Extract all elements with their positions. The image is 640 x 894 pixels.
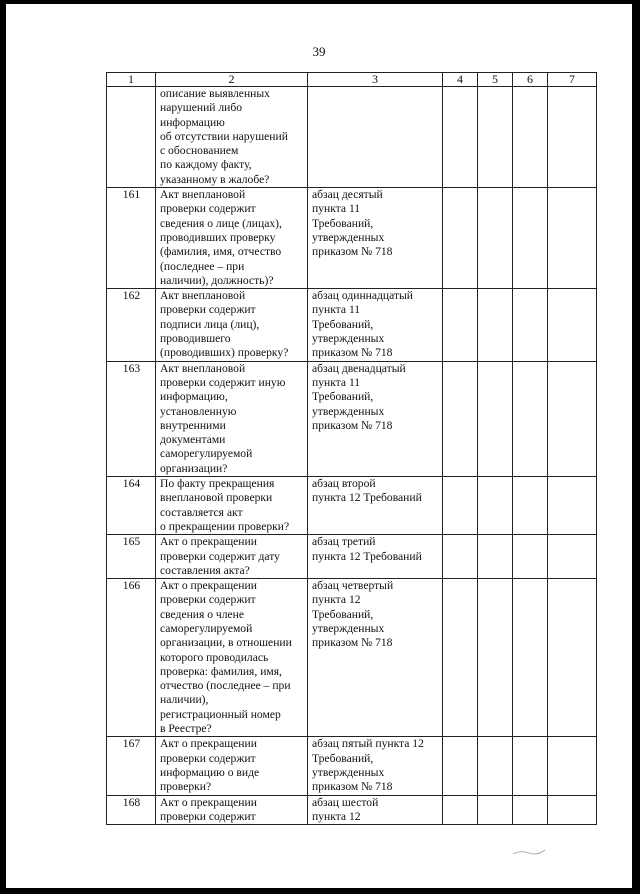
answer-cell bbox=[513, 535, 548, 579]
row-number: 165 bbox=[107, 535, 156, 579]
answer-cell bbox=[548, 188, 597, 289]
checklist-table bbox=[106, 72, 597, 825]
question-line: проверка: фамилия, имя, bbox=[160, 664, 282, 678]
question-line: описание выявленных bbox=[160, 87, 270, 100]
reference-line: пункта 12 Требований bbox=[312, 549, 422, 563]
table-row bbox=[107, 477, 597, 535]
answer-cell bbox=[478, 289, 513, 361]
question-line: внутренними bbox=[160, 418, 226, 432]
column-header: 7 bbox=[548, 73, 597, 87]
question-line: составляется акт bbox=[160, 505, 243, 519]
legal-reference bbox=[308, 188, 443, 289]
question-line: проверки содержит дату bbox=[160, 549, 280, 563]
question-line: Акт о прекращении bbox=[160, 535, 257, 549]
answer-cell bbox=[548, 535, 597, 579]
reference-line: приказом № 718 bbox=[312, 636, 393, 650]
question-line: наличии), bbox=[160, 693, 209, 707]
question-line: установленную bbox=[160, 404, 237, 418]
row-number: 163 bbox=[107, 361, 156, 476]
question-line: проводившего bbox=[160, 332, 231, 346]
question-line: проверки содержит bbox=[160, 303, 256, 317]
row-number bbox=[107, 87, 156, 188]
answer-cell bbox=[513, 477, 548, 535]
question-line: сведения о лице (лицах), bbox=[160, 216, 282, 230]
reference-line: абзац пятый пункта 12 bbox=[312, 737, 424, 751]
requirement-question bbox=[156, 535, 308, 579]
answer-cell bbox=[443, 188, 478, 289]
answer-cell bbox=[548, 289, 597, 361]
question-line: (последнее – при bbox=[160, 259, 245, 273]
reference-line: Требований, bbox=[312, 317, 374, 331]
question-line: (фамилия, имя, отчество bbox=[160, 245, 282, 259]
question-line: проверки содержит bbox=[160, 593, 256, 607]
question-line: Акт внеплановой bbox=[160, 188, 246, 202]
reference-line: Требований, bbox=[312, 216, 374, 230]
row-number: 161 bbox=[107, 188, 156, 289]
answer-cell bbox=[443, 579, 478, 737]
question-line: проверки? bbox=[160, 780, 212, 794]
question-line: организации? bbox=[160, 461, 228, 475]
question-line: отчество (последнее – при bbox=[160, 679, 291, 693]
reference-line: пункта 11 bbox=[312, 303, 361, 317]
requirement-question bbox=[156, 795, 308, 825]
table-row bbox=[107, 361, 597, 476]
reference-line: абзац одиннадцатый bbox=[312, 289, 414, 303]
column-header: 1 bbox=[107, 73, 156, 87]
answer-cell bbox=[478, 795, 513, 825]
question-line: Акт о прекращении bbox=[160, 579, 257, 593]
legal-reference bbox=[308, 795, 443, 825]
question-line: документами bbox=[160, 433, 226, 447]
answer-cell bbox=[513, 795, 548, 825]
reference-line: приказом № 718 bbox=[312, 245, 393, 259]
reference-line: пункта 11 bbox=[312, 375, 361, 389]
legal-reference bbox=[308, 289, 443, 361]
answer-cell bbox=[548, 579, 597, 737]
answer-cell bbox=[443, 289, 478, 361]
answer-cell bbox=[548, 87, 597, 188]
reference-line: абзац десятый bbox=[312, 188, 383, 202]
answer-cell bbox=[478, 579, 513, 737]
reference-line: абзац третий bbox=[312, 535, 376, 549]
reference-line: пункта 12 bbox=[312, 593, 361, 607]
reference-line: утвержденных bbox=[312, 765, 385, 779]
reference-line: приказом № 718 bbox=[312, 346, 393, 360]
question-line: по каждому факту, bbox=[160, 158, 252, 172]
requirement-question bbox=[156, 579, 308, 737]
reference-line: приказом № 718 bbox=[312, 780, 393, 794]
question-line: Акт о прекращении bbox=[160, 737, 257, 751]
table-row bbox=[107, 87, 597, 188]
answer-cell bbox=[478, 477, 513, 535]
answer-cell bbox=[443, 361, 478, 476]
question-line: нарушений либо bbox=[160, 101, 243, 115]
legal-reference bbox=[308, 737, 443, 795]
question-line: наличии), должность)? bbox=[160, 273, 274, 287]
answer-cell bbox=[443, 795, 478, 825]
answer-cell bbox=[513, 737, 548, 795]
header-row bbox=[107, 73, 597, 87]
question-line: Акт о прекращении bbox=[160, 795, 257, 809]
question-line: составления акта? bbox=[160, 563, 250, 577]
question-line: (проводивших) проверку? bbox=[160, 346, 289, 360]
legal-reference bbox=[308, 579, 443, 737]
reference-line: Требований, bbox=[312, 751, 374, 765]
question-line: подписи лица (лиц), bbox=[160, 317, 260, 331]
question-line: проверки содержит bbox=[160, 202, 256, 216]
answer-cell bbox=[513, 579, 548, 737]
question-line: информацию о виде bbox=[160, 765, 260, 779]
reference-line: утвержденных bbox=[312, 621, 385, 635]
reference-line: пункта 11 bbox=[312, 202, 361, 216]
question-line: проверки содержит bbox=[160, 751, 256, 765]
answer-cell bbox=[478, 361, 513, 476]
reference-line: пункта 12 Требований bbox=[312, 491, 422, 505]
table-row bbox=[107, 737, 597, 795]
column-header: 5 bbox=[478, 73, 513, 87]
legal-reference bbox=[308, 477, 443, 535]
answer-cell bbox=[478, 188, 513, 289]
question-line: саморегулируемой bbox=[160, 447, 253, 461]
question-line: проверки содержит bbox=[160, 809, 256, 823]
question-line: проводивших проверку bbox=[160, 230, 276, 244]
table-row bbox=[107, 535, 597, 579]
answer-cell bbox=[443, 535, 478, 579]
answer-cell bbox=[513, 289, 548, 361]
question-line: информацию bbox=[160, 115, 225, 129]
answer-cell bbox=[513, 87, 548, 188]
answer-cell bbox=[513, 361, 548, 476]
requirement-question bbox=[156, 87, 308, 188]
question-line: об отсутствии нарушений bbox=[160, 129, 288, 143]
reference-line: утвержденных bbox=[312, 404, 385, 418]
question-line: Акт внеплановой bbox=[160, 289, 246, 303]
question-line: организации, в отношении bbox=[160, 636, 292, 650]
answer-cell bbox=[478, 535, 513, 579]
table-row bbox=[107, 795, 597, 825]
row-number: 168 bbox=[107, 795, 156, 825]
legal-reference bbox=[308, 535, 443, 579]
requirement-question bbox=[156, 737, 308, 795]
reference-line: приказом № 718 bbox=[312, 418, 393, 432]
requirement-question bbox=[156, 188, 308, 289]
question-line: которого проводилась bbox=[160, 650, 269, 664]
reference-line: абзац второй bbox=[312, 477, 376, 491]
question-line: регистрационный номер bbox=[160, 707, 281, 721]
column-header: 3 bbox=[308, 73, 443, 87]
answer-cell bbox=[478, 87, 513, 188]
reference-line: абзац четвертый bbox=[312, 579, 394, 593]
question-line: сведения о члене bbox=[160, 607, 245, 621]
legal-reference bbox=[308, 361, 443, 476]
requirement-question bbox=[156, 477, 308, 535]
row-number: 167 bbox=[107, 737, 156, 795]
column-header: 4 bbox=[443, 73, 478, 87]
row-number: 162 bbox=[107, 289, 156, 361]
question-line: о прекращении проверки? bbox=[160, 519, 290, 533]
question-line: саморегулируемой bbox=[160, 621, 253, 635]
table-row bbox=[107, 289, 597, 361]
reference-line: Требований, bbox=[312, 390, 374, 404]
question-line: По факту прекращения bbox=[160, 477, 275, 491]
table-row bbox=[107, 188, 597, 289]
question-line: с обоснованием bbox=[160, 144, 239, 158]
document-page bbox=[6, 4, 632, 888]
answer-cell bbox=[548, 477, 597, 535]
reference-line: Требований, bbox=[312, 607, 374, 621]
answer-cell bbox=[443, 87, 478, 188]
answer-cell bbox=[443, 477, 478, 535]
requirement-question bbox=[156, 289, 308, 361]
legal-reference bbox=[308, 87, 443, 188]
question-line: проверки содержит иную bbox=[160, 375, 286, 389]
answer-cell bbox=[513, 188, 548, 289]
answer-cell bbox=[548, 737, 597, 795]
answer-cell bbox=[443, 737, 478, 795]
question-line: указанному в жалобе? bbox=[160, 172, 270, 186]
answer-cell bbox=[548, 361, 597, 476]
row-number: 166 bbox=[107, 579, 156, 737]
column-header: 6 bbox=[513, 73, 548, 87]
reference-line: пункта 12 bbox=[312, 809, 361, 823]
reference-line: утвержденных bbox=[312, 230, 385, 244]
reference-line: абзац шестой bbox=[312, 795, 379, 809]
question-line: Акт внеплановой bbox=[160, 361, 246, 375]
row-number: 164 bbox=[107, 477, 156, 535]
question-line: в Реестре? bbox=[160, 722, 212, 736]
pen-mark bbox=[511, 844, 551, 858]
answer-cell bbox=[548, 795, 597, 825]
column-header: 2 bbox=[156, 73, 308, 87]
table-row bbox=[107, 579, 597, 737]
answer-cell bbox=[478, 737, 513, 795]
reference-line: абзац двенадцатый bbox=[312, 361, 406, 375]
question-line: внеплановой проверки bbox=[160, 491, 273, 505]
reference-line: утвержденных bbox=[312, 332, 385, 346]
page-number: 39 bbox=[312, 44, 326, 59]
question-line: информацию, bbox=[160, 390, 228, 404]
requirement-question bbox=[156, 361, 308, 476]
